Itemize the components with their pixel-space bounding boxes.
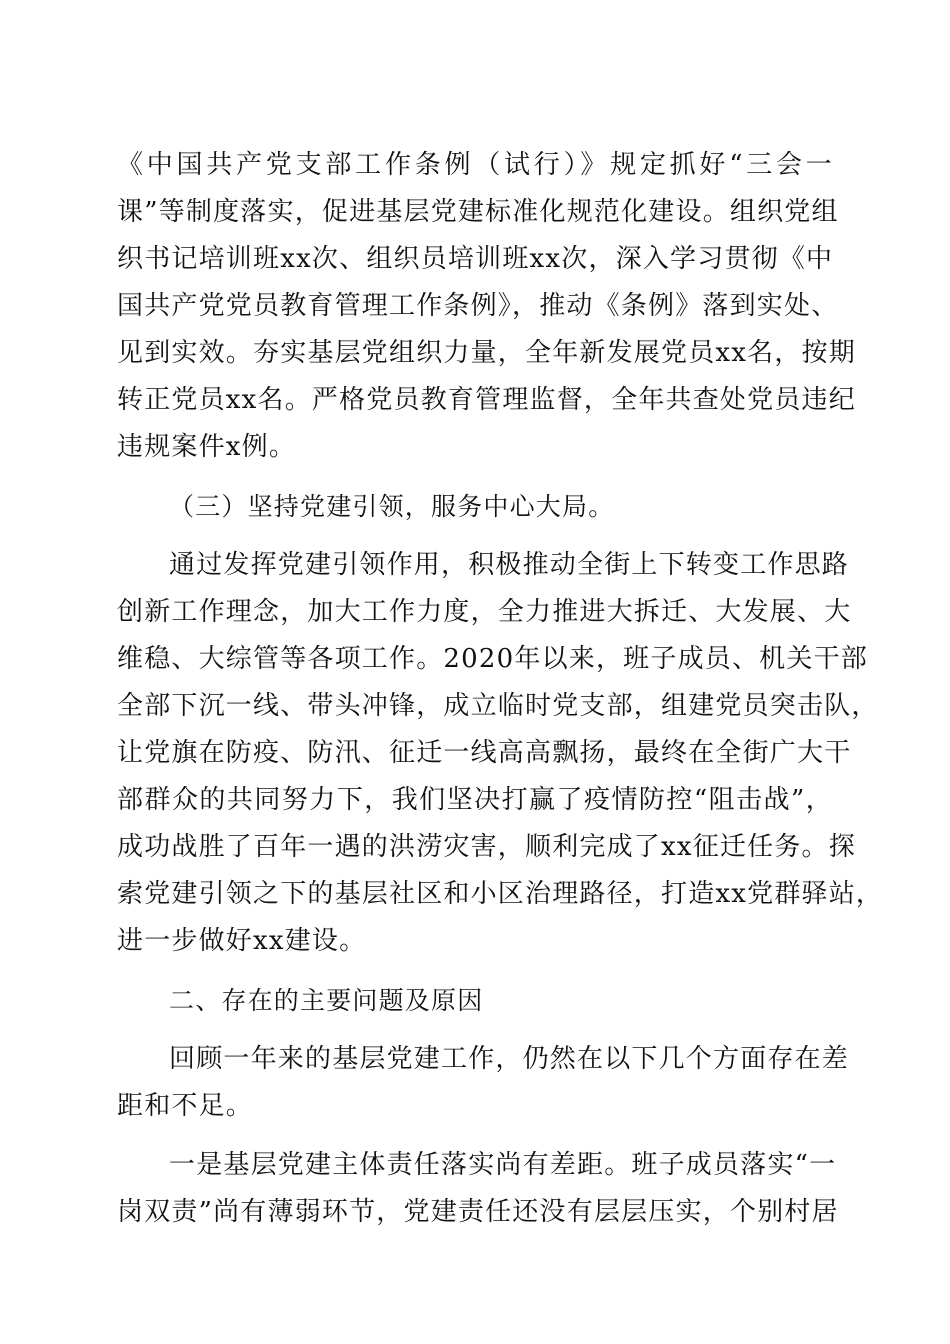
subheading-party-leadership: （三）坚持党建引领，服务中心大局。 — [169, 492, 615, 521]
text-line: 织书记培训班xx次、组织员培训班xx次，深入学习贯彻《中 — [117, 244, 834, 274]
text-line: 全部下沉一线、带头冲锋，成立临时党支部，组建党员突击队， — [117, 691, 879, 721]
paragraph-party-leadership — [117, 542, 884, 965]
text-line: 转正党员xx名。严格党员教育管理监督，全年共查处党员违纪 — [117, 385, 856, 415]
paragraph-responsibility — [117, 1142, 839, 1236]
text-line: 岗双责”尚有薄弱环节，党建责任还没有层层压实，个别村居 — [117, 1197, 839, 1227]
text-line: 通过发挥党建引领作用，积极推动全街上下转变工作思路 — [169, 550, 850, 580]
text-line: 一是基层党建主体责任落实尚有差距。班子成员落实“一 — [169, 1150, 837, 1180]
text-line: 创新工作理念，加大工作力度，全力推进大拆迁、大发展、大 — [117, 597, 852, 627]
paragraph-review — [117, 1036, 850, 1130]
paragraph-regulations — [117, 142, 856, 471]
text-line: 维稳、大综管等各项工作。2020年以来，班子成员、机关干部 — [117, 644, 868, 674]
text-line: 进一步做好xx建设。 — [117, 926, 367, 956]
text-line: 回顾一年来的基层党建工作，仍然在以下几个方面存在差 — [169, 1044, 850, 1074]
text-line: 课”等制度落实，促进基层党建标准化规范化建设。组织党组 — [117, 197, 839, 227]
text-line: 《中国共产党支部工作条例（试行）》规定抓好“三会一 — [117, 150, 833, 180]
text-line: 索党建引领之下的基层社区和小区治理路径，打造xx党群驿站， — [117, 879, 884, 909]
text-line: 距和不足。 — [117, 1091, 254, 1121]
text-line: 违规案件x例。 — [117, 432, 297, 462]
text-line: 让党旗在防疫、防汛、征迁一线高高飘扬，最终在全街广大干 — [117, 738, 852, 768]
section-heading-problems: 二、存在的主要问题及原因 — [169, 986, 484, 1015]
text-line: 国共产党党员教育管理工作条例》，推动《条例》落到实处、 — [117, 291, 839, 321]
text-line: 部群众的共同努力下，我们坚决打赢了疫情防控“阻击战”， — [117, 785, 833, 815]
document-body — [117, 142, 884, 1236]
text-line: 见到实效。夯实基层党组织力量，全年新发展党员xx名，按期 — [117, 338, 856, 368]
text-line: 成功战胜了百年一遇的洪涝灾害，顺利完成了xx征迁任务。探 — [117, 832, 856, 862]
